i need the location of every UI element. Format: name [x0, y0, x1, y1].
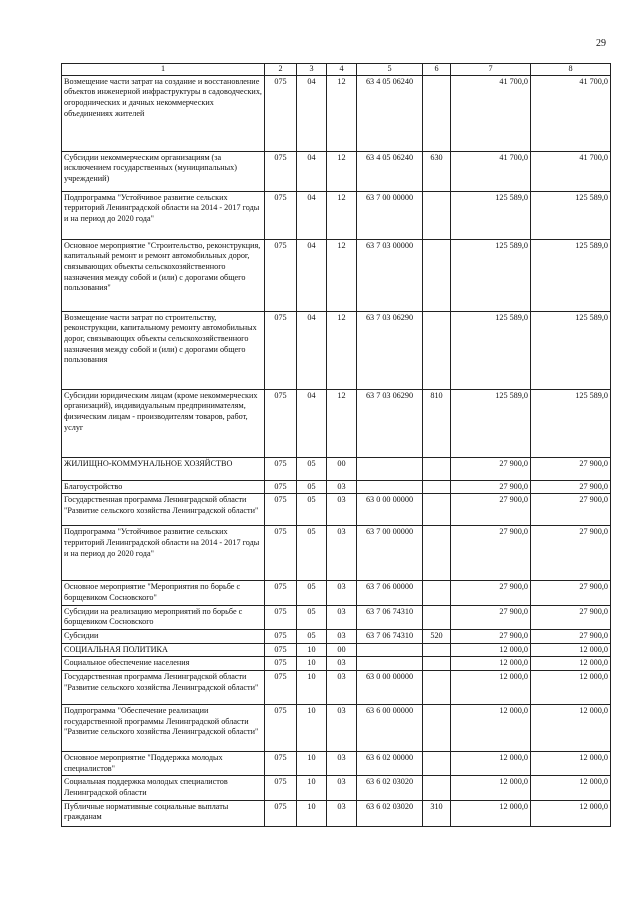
row-value-cell: 27 900,0: [451, 480, 531, 494]
row-value-cell: 810: [423, 389, 451, 457]
row-value-cell: 10: [297, 704, 327, 751]
row-name-cell: Публичные нормативные социальные выплаты гражданам: [62, 800, 265, 826]
row-value-cell: 075: [265, 311, 297, 389]
table-row: [62, 526, 611, 581]
table-row: [62, 670, 611, 704]
row-value-cell: 075: [265, 751, 297, 775]
row-name-cell: Субсидии некоммерческим организациям (за исключением государственных (муниципальных) учреждений): [62, 151, 265, 191]
row-value-cell: 27 900,0: [451, 629, 531, 643]
row-value-cell: [423, 643, 451, 657]
row-value-cell: 00: [327, 643, 357, 657]
row-name-cell: Возмещение части затрат на создание и восстановление объектов инженерной инфраструктуры в садоводческих, огороднических и дачных некоммерческих объединениях жителей: [62, 75, 265, 151]
row-value-cell: [423, 704, 451, 751]
row-value-cell: 075: [265, 776, 297, 800]
row-value-cell: 12 000,0: [451, 800, 531, 826]
row-value-cell: 075: [265, 657, 297, 671]
row-value-cell: 075: [265, 800, 297, 826]
row-value-cell: 04: [297, 389, 327, 457]
row-name-cell: Подпрограмма "Устойчивое развитие сельских территорий Ленинградской области на 2014 - 2017 годы и на период до 2020 года": [62, 191, 265, 239]
row-value-cell: [423, 457, 451, 480]
table-row: [62, 494, 611, 526]
table-header-row: [62, 64, 611, 76]
row-value-cell: 12: [327, 311, 357, 389]
row-value-cell: 10: [297, 751, 327, 775]
row-value-cell: 63 0 00 00000: [357, 494, 423, 526]
row-value-cell: [423, 670, 451, 704]
row-value-cell: 12 000,0: [531, 751, 611, 775]
row-value-cell: 27 900,0: [531, 480, 611, 494]
row-value-cell: [423, 494, 451, 526]
row-name-cell: ЖИЛИЩНО-КОММУНАЛЬНОЕ ХОЗЯЙСТВО: [62, 457, 265, 480]
row-name-cell: Государственная программа Ленинградской области "Развитие сельского хозяйства Ленинградской области": [62, 494, 265, 526]
row-value-cell: 27 900,0: [451, 581, 531, 605]
row-value-cell: 63 7 03 00000: [357, 239, 423, 311]
row-value-cell: 03: [327, 494, 357, 526]
row-value-cell: 41 700,0: [531, 75, 611, 151]
row-value-cell: 27 900,0: [451, 526, 531, 581]
row-value-cell: 63 6 02 00000: [357, 751, 423, 775]
column-header: 3: [297, 64, 327, 76]
row-name-cell: Подпрограмма "Устойчивое развитие сельских территорий Ленинградской области на 2014 - 2017 годы и на период до 2020 года": [62, 526, 265, 581]
row-value-cell: 05: [297, 629, 327, 643]
column-header: 5: [357, 64, 423, 76]
column-header: 1: [62, 64, 265, 76]
table-row: [62, 751, 611, 775]
row-value-cell: 12 000,0: [451, 643, 531, 657]
row-value-cell: 075: [265, 605, 297, 629]
row-value-cell: 63 7 03 06290: [357, 389, 423, 457]
row-value-cell: 03: [327, 526, 357, 581]
table-row: [62, 776, 611, 800]
row-value-cell: 63 6 00 00000: [357, 704, 423, 751]
row-value-cell: [357, 457, 423, 480]
table-row: [62, 581, 611, 605]
row-value-cell: 630: [423, 151, 451, 191]
row-value-cell: 075: [265, 494, 297, 526]
row-value-cell: 10: [297, 643, 327, 657]
row-value-cell: [357, 643, 423, 657]
row-value-cell: 12 000,0: [531, 643, 611, 657]
row-value-cell: 41 700,0: [531, 151, 611, 191]
row-value-cell: [357, 480, 423, 494]
row-value-cell: 12: [327, 151, 357, 191]
row-value-cell: 63 7 03 06290: [357, 311, 423, 389]
row-value-cell: 63 7 00 00000: [357, 191, 423, 239]
row-value-cell: [423, 191, 451, 239]
row-value-cell: 125 589,0: [531, 191, 611, 239]
row-value-cell: [357, 657, 423, 671]
row-value-cell: [423, 751, 451, 775]
row-value-cell: [423, 581, 451, 605]
table-row: [62, 629, 611, 643]
row-value-cell: 12 000,0: [451, 657, 531, 671]
row-value-cell: 12 000,0: [531, 704, 611, 751]
row-value-cell: 27 900,0: [451, 494, 531, 526]
row-value-cell: 05: [297, 605, 327, 629]
row-name-cell: Субсидии: [62, 629, 265, 643]
table-row: [62, 480, 611, 494]
row-value-cell: 63 4 05 06240: [357, 75, 423, 151]
row-value-cell: 04: [297, 191, 327, 239]
row-name-cell: Основное мероприятие "Поддержка молодых специалистов": [62, 751, 265, 775]
row-value-cell: 075: [265, 191, 297, 239]
row-value-cell: 05: [297, 457, 327, 480]
row-value-cell: 05: [297, 480, 327, 494]
row-value-cell: 05: [297, 581, 327, 605]
row-value-cell: 05: [297, 494, 327, 526]
row-value-cell: 125 589,0: [451, 191, 531, 239]
row-value-cell: 27 900,0: [531, 457, 611, 480]
row-value-cell: 075: [265, 239, 297, 311]
table-row: [62, 457, 611, 480]
row-name-cell: Основное мероприятие "Строительство, реконструкция, капитальный ремонт и ремонт автомобильных дорог, связывающих объекты сельскохозяйственного назначения между собой и (или) с дорогами общего пользования": [62, 239, 265, 311]
row-value-cell: 03: [327, 581, 357, 605]
row-value-cell: 00: [327, 457, 357, 480]
row-value-cell: [423, 239, 451, 311]
row-value-cell: 12: [327, 191, 357, 239]
row-value-cell: 125 589,0: [451, 389, 531, 457]
row-value-cell: [423, 657, 451, 671]
row-value-cell: 63 6 02 03020: [357, 776, 423, 800]
row-value-cell: 075: [265, 151, 297, 191]
row-name-cell: Основное мероприятие "Мероприятия по борьбе с борщевиком Сосновского": [62, 581, 265, 605]
row-value-cell: [423, 605, 451, 629]
row-value-cell: 04: [297, 75, 327, 151]
row-value-cell: 04: [297, 239, 327, 311]
row-value-cell: 12 000,0: [451, 751, 531, 775]
table-row: [62, 239, 611, 311]
row-name-cell: СОЦИАЛЬНАЯ ПОЛИТИКА: [62, 643, 265, 657]
row-value-cell: 12 000,0: [531, 657, 611, 671]
row-value-cell: 12: [327, 239, 357, 311]
row-value-cell: 12 000,0: [451, 776, 531, 800]
row-value-cell: 63 7 06 00000: [357, 581, 423, 605]
row-value-cell: 125 589,0: [531, 389, 611, 457]
row-value-cell: 27 900,0: [531, 629, 611, 643]
row-value-cell: 12: [327, 75, 357, 151]
row-value-cell: 27 900,0: [451, 605, 531, 629]
row-value-cell: 27 900,0: [531, 494, 611, 526]
row-value-cell: 075: [265, 629, 297, 643]
row-value-cell: 27 900,0: [451, 457, 531, 480]
column-header: 8: [531, 64, 611, 76]
table-row: [62, 75, 611, 151]
row-value-cell: 63 0 00 00000: [357, 670, 423, 704]
row-value-cell: 12 000,0: [531, 800, 611, 826]
table-row: [62, 605, 611, 629]
table-row: [62, 311, 611, 389]
row-value-cell: 41 700,0: [451, 151, 531, 191]
row-value-cell: 63 7 00 00000: [357, 526, 423, 581]
row-value-cell: 04: [297, 151, 327, 191]
row-value-cell: [423, 776, 451, 800]
row-value-cell: 075: [265, 581, 297, 605]
row-value-cell: 03: [327, 657, 357, 671]
row-value-cell: 075: [265, 457, 297, 480]
row-value-cell: 12 000,0: [451, 704, 531, 751]
row-value-cell: 10: [297, 776, 327, 800]
row-value-cell: 41 700,0: [451, 75, 531, 151]
row-value-cell: 03: [327, 605, 357, 629]
row-value-cell: 125 589,0: [531, 311, 611, 389]
table-row: [62, 704, 611, 751]
row-name-cell: Социальная поддержка молодых специалистов Ленинградской области: [62, 776, 265, 800]
column-header: 7: [451, 64, 531, 76]
row-value-cell: 10: [297, 800, 327, 826]
row-value-cell: 075: [265, 480, 297, 494]
row-value-cell: 27 900,0: [531, 605, 611, 629]
row-value-cell: 03: [327, 800, 357, 826]
row-value-cell: 27 900,0: [531, 526, 611, 581]
row-name-cell: Субсидии на реализацию мероприятий по борьбе с борщевиком Сосновского: [62, 605, 265, 629]
row-value-cell: 63 6 02 03020: [357, 800, 423, 826]
row-value-cell: 075: [265, 526, 297, 581]
row-value-cell: 03: [327, 670, 357, 704]
row-value-cell: 10: [297, 657, 327, 671]
row-value-cell: 03: [327, 776, 357, 800]
budget-table: [61, 63, 611, 827]
table-row: [62, 151, 611, 191]
row-value-cell: 125 589,0: [531, 239, 611, 311]
table-row: [62, 191, 611, 239]
row-value-cell: [423, 75, 451, 151]
row-name-cell: Благоустройство: [62, 480, 265, 494]
row-value-cell: 10: [297, 670, 327, 704]
row-value-cell: 63 7 06 74310: [357, 605, 423, 629]
column-header: 6: [423, 64, 451, 76]
row-name-cell: Возмещение части затрат по строительству, реконструкции, капитальному ремонту автомобильных дорог, связывающих объекты сельскохозяйственного назначения между собой и (или) с дорогами общего пользования: [62, 311, 265, 389]
row-value-cell: 125 589,0: [451, 311, 531, 389]
row-name-cell: Субсидии юридическим лицам (кроме некоммерческих организаций), индивидуальным предпринимателям, физическим лицам - производителям товаров, работ, услуг: [62, 389, 265, 457]
table-row: [62, 800, 611, 826]
row-value-cell: 12 000,0: [531, 776, 611, 800]
row-name-cell: Социальное обеспечение населения: [62, 657, 265, 671]
row-value-cell: 27 900,0: [531, 581, 611, 605]
row-value-cell: 075: [265, 75, 297, 151]
row-value-cell: 075: [265, 704, 297, 751]
column-header: 4: [327, 64, 357, 76]
table-row: [62, 389, 611, 457]
row-value-cell: 03: [327, 751, 357, 775]
row-value-cell: 075: [265, 389, 297, 457]
row-name-cell: Подпрограмма "Обеспечение реализации государственной программы Ленинградской области "Развитие сельского хозяйства Ленинградской области": [62, 704, 265, 751]
row-value-cell: 04: [297, 311, 327, 389]
row-value-cell: 03: [327, 480, 357, 494]
row-value-cell: [423, 311, 451, 389]
row-value-cell: 05: [297, 526, 327, 581]
row-value-cell: 03: [327, 629, 357, 643]
row-value-cell: 63 7 06 74310: [357, 629, 423, 643]
row-name-cell: Государственная программа Ленинградской области "Развитие сельского хозяйства Ленинградской области": [62, 670, 265, 704]
column-header: 2: [265, 64, 297, 76]
row-value-cell: 12: [327, 389, 357, 457]
row-value-cell: 520: [423, 629, 451, 643]
row-value-cell: [423, 526, 451, 581]
row-value-cell: 310: [423, 800, 451, 826]
row-value-cell: 12 000,0: [451, 670, 531, 704]
row-value-cell: 075: [265, 670, 297, 704]
row-value-cell: 12 000,0: [531, 670, 611, 704]
row-value-cell: 125 589,0: [451, 239, 531, 311]
row-value-cell: 63 4 05 06240: [357, 151, 423, 191]
row-value-cell: 03: [327, 704, 357, 751]
table-row: [62, 643, 611, 657]
row-value-cell: [423, 480, 451, 494]
table-row: [62, 657, 611, 671]
page-number: 29: [596, 38, 606, 49]
row-value-cell: 075: [265, 643, 297, 657]
